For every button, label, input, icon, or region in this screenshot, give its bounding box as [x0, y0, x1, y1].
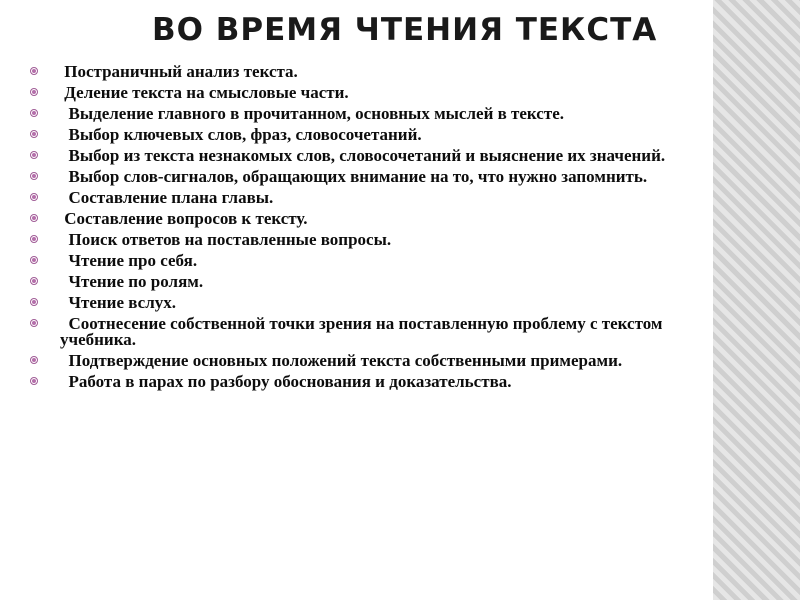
circle-bullet-icon	[30, 172, 38, 180]
list-item-text: Составление плана главы.	[60, 188, 274, 207]
list-item-text: Чтение по ролям.	[60, 272, 204, 291]
circle-bullet-icon	[30, 130, 38, 138]
slide-title: ВО ВРЕМЯ ЧТЕНИЯ ТЕКСТА	[152, 12, 658, 48]
circle-bullet-icon	[30, 356, 38, 364]
circle-bullet-icon	[30, 109, 38, 117]
circle-bullet-icon	[30, 319, 38, 327]
list-item	[30, 64, 722, 80]
list-item	[30, 127, 722, 143]
list-item	[30, 274, 722, 290]
circle-bullet-icon	[30, 193, 38, 201]
list-item-text: Выбор слов-сигналов, обращающих внимание на то, что нужно запомнить.	[60, 167, 648, 186]
list-item-text: Поиск ответов на поставленные вопросы.	[60, 230, 392, 249]
bullet-list	[30, 64, 722, 395]
list-item-text: Чтение вслух.	[60, 293, 176, 312]
list-item-text: Составление вопросов к тексту.	[60, 209, 308, 228]
list-item-text: Выделение главного в прочитанном, основных мыслей в тексте.	[60, 104, 564, 123]
list-item	[30, 85, 722, 101]
decorative-stripe-panel	[713, 0, 800, 600]
list-item	[30, 253, 722, 269]
list-item-text: Постраничный анализ текста.	[60, 62, 298, 81]
list-item	[30, 148, 722, 164]
list-item-text: Соотнесение собственной точки зрения на поставленную проблему с текстом учебника.	[60, 314, 667, 349]
list-item	[30, 353, 722, 369]
list-item	[30, 211, 722, 227]
list-item-text: Выбор ключевых слов, фраз, словосочетаний.	[60, 125, 422, 144]
circle-bullet-icon	[30, 151, 38, 159]
list-item-text: Чтение про себя.	[60, 251, 198, 270]
list-item-text: Деление текста на смысловые части.	[60, 83, 349, 102]
list-item-text: Работа в парах по разбору обоснования и доказательства.	[60, 372, 512, 391]
list-item	[30, 106, 722, 122]
circle-bullet-icon	[30, 298, 38, 306]
list-item	[30, 374, 722, 390]
circle-bullet-icon	[30, 214, 38, 222]
list-item-text: Подтверждение основных положений текста собственными примерами.	[60, 351, 623, 370]
circle-bullet-icon	[30, 377, 38, 385]
list-item	[30, 295, 722, 311]
circle-bullet-icon	[30, 256, 38, 264]
list-item-text: Выбор из текста незнакомых слов, словосочетаний и выяснение их значений.	[60, 146, 666, 165]
circle-bullet-icon	[30, 88, 38, 96]
circle-bullet-icon	[30, 235, 38, 243]
circle-bullet-icon	[30, 277, 38, 285]
list-item	[30, 169, 722, 185]
list-item	[30, 316, 722, 348]
list-item	[30, 190, 722, 206]
list-item	[30, 232, 722, 248]
circle-bullet-icon	[30, 67, 38, 75]
